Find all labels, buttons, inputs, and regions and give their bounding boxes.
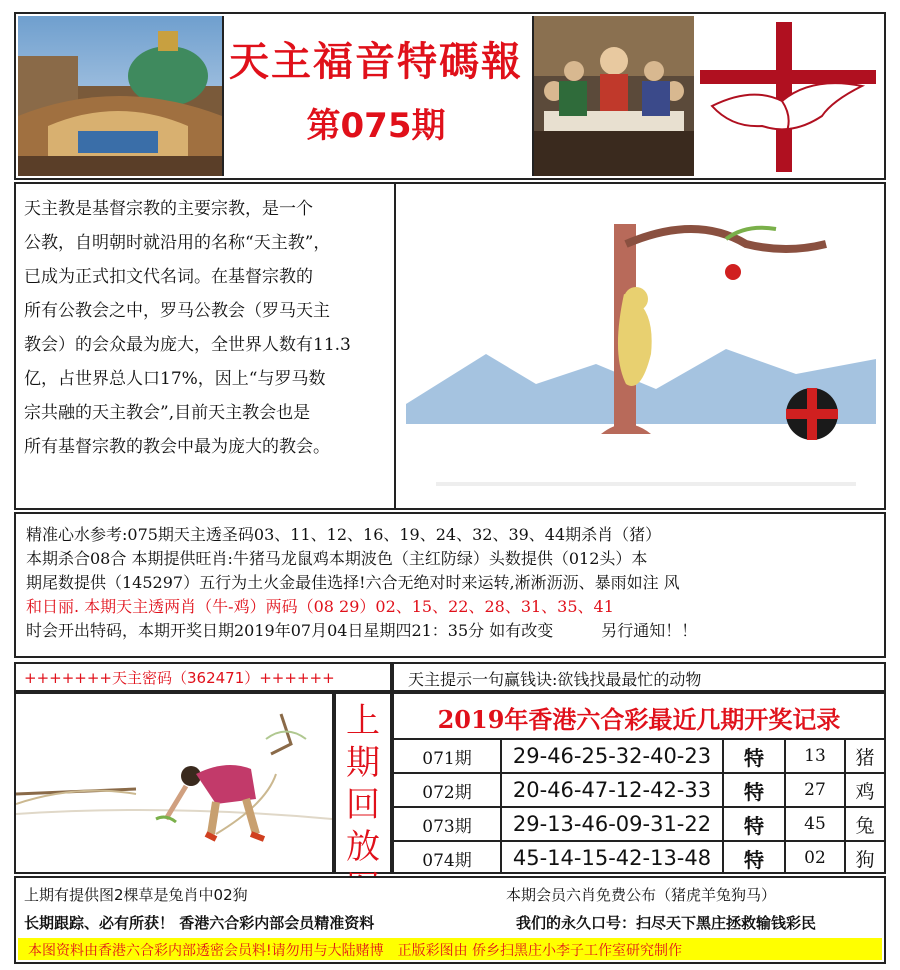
hint-box	[392, 662, 886, 692]
issue-cell: 072期	[394, 774, 502, 806]
special-label: 特	[724, 842, 786, 874]
newspaper-title: 天主福音特碼報	[229, 39, 523, 85]
church-image	[18, 16, 224, 176]
intro-line: 天主教是基督宗教的主要宗教，是一个	[24, 199, 313, 219]
replay-label	[334, 692, 392, 874]
table-row	[394, 840, 884, 874]
footer-right-2: 我们的永久口号：扫尽天下黑庄拯救输钱彩民	[516, 914, 817, 932]
replay-char: 回	[346, 785, 380, 825]
header	[14, 12, 886, 180]
intro-line: 教会）的会众最为庞大，全世界人数有11.3	[24, 335, 351, 355]
secret-code-box	[14, 662, 392, 692]
last-supper-image	[532, 16, 694, 176]
special-number: 27	[786, 774, 846, 806]
special-number: 02	[786, 842, 846, 874]
replay-char: 放	[346, 827, 380, 867]
info-line-5: 时会开出特码，本期开奖日期2019年07月04日星期四21：35分 如有改变 另行通知！！	[26, 621, 698, 640]
zodiac-cell: 兔	[855, 814, 875, 837]
issue-number: 第075期	[306, 106, 446, 146]
footer-left-1: 上期有提供图2棵草是兔肖中02狗	[24, 886, 248, 904]
farmer-illustration	[14, 692, 334, 874]
numbers-cell: 20-46-47-12-42-33	[502, 774, 724, 806]
special-label: 特	[724, 774, 786, 806]
intro-text	[16, 184, 392, 508]
table-row	[394, 772, 884, 806]
cross-dove-image	[692, 16, 884, 176]
info-section	[14, 512, 886, 658]
special-label: 特	[724, 808, 786, 840]
monkey-tree-illustration	[394, 184, 886, 508]
footer-banner	[18, 938, 882, 960]
numbers-cell: 29-46-25-32-40-23	[502, 740, 724, 772]
info-line-2: 本期杀合08合 本期提供旺肖:牛猪马龙鼠鸡本期波色（主红防绿）头数提供（012头）本	[26, 549, 648, 568]
info-line-3: 期尾数提供（145297）五行为土火金最佳选择!六合无绝对时来运转,淅淅沥沥、暴雨如注 风	[26, 573, 680, 592]
results-table	[392, 692, 886, 874]
zodiac-cell: 鸡	[855, 780, 875, 803]
intro-line: 已成为正式扣文代名词。在基督宗教的	[24, 267, 313, 287]
table-row	[394, 738, 884, 772]
secret-code: +++++++天主密码（362471）++++++	[24, 669, 335, 687]
intro-line: 亿，占世界总人口17%，因上“与罗马数	[24, 369, 326, 389]
intro-line: 所有基督宗教的教会中最为庞大的教会。	[24, 437, 330, 457]
hint-text: 天主提示一句赢钱诀:欲钱找最最忙的动物	[408, 670, 702, 689]
issue-cell: 071期	[394, 740, 502, 772]
replay-char: 上	[346, 701, 380, 741]
intro-line: 宗共融的天主教会”,目前天主教会也是	[24, 403, 311, 423]
results-title: 2019年香港六合彩最近几期开奖记录	[437, 705, 841, 734]
special-number: 13	[786, 740, 846, 772]
intro-line: 所有公教会之中，罗马公教会（罗马天主	[24, 301, 330, 321]
footer-right-1: 本期会员六肖免费公布（猪虎羊兔狗马）	[506, 886, 777, 904]
footer-left-2: 长期跟踪、必有所获！ 香港六合彩内部会员精准资料	[24, 914, 375, 932]
special-number: 45	[786, 808, 846, 840]
zodiac-cell: 猪	[855, 746, 875, 769]
footer-section	[14, 876, 886, 964]
special-label: 特	[724, 740, 786, 772]
info-line-1: 精准心水参考:075期天主透圣码03、11、12、16、19、24、32、39、44期杀肖（猪）	[26, 525, 662, 544]
intro-section	[14, 182, 886, 510]
numbers-cell: 45-14-15-42-13-48	[502, 842, 724, 874]
issue-cell: 073期	[394, 808, 502, 840]
intro-line: 公教，自明朝时就沿用的名称“天主教”，	[24, 233, 331, 253]
zodiac-cell: 狗	[855, 848, 875, 871]
footer-banner-text: 本图资料由香港六合彩内部透密会员料!请勿用与大陆赌博 正版彩图由 侨乡扫黑庄小李子工作室研究制作	[28, 943, 683, 959]
replay-char: 期	[346, 743, 380, 783]
info-line-4: 和日丽. 本期天主透两肖（牛-鸡）两码（08 29）02、15、22、28、31、35、41	[26, 597, 614, 616]
numbers-cell: 29-13-46-09-31-22	[502, 808, 724, 840]
issue-cell: 074期	[394, 842, 502, 874]
table-row	[394, 806, 884, 840]
